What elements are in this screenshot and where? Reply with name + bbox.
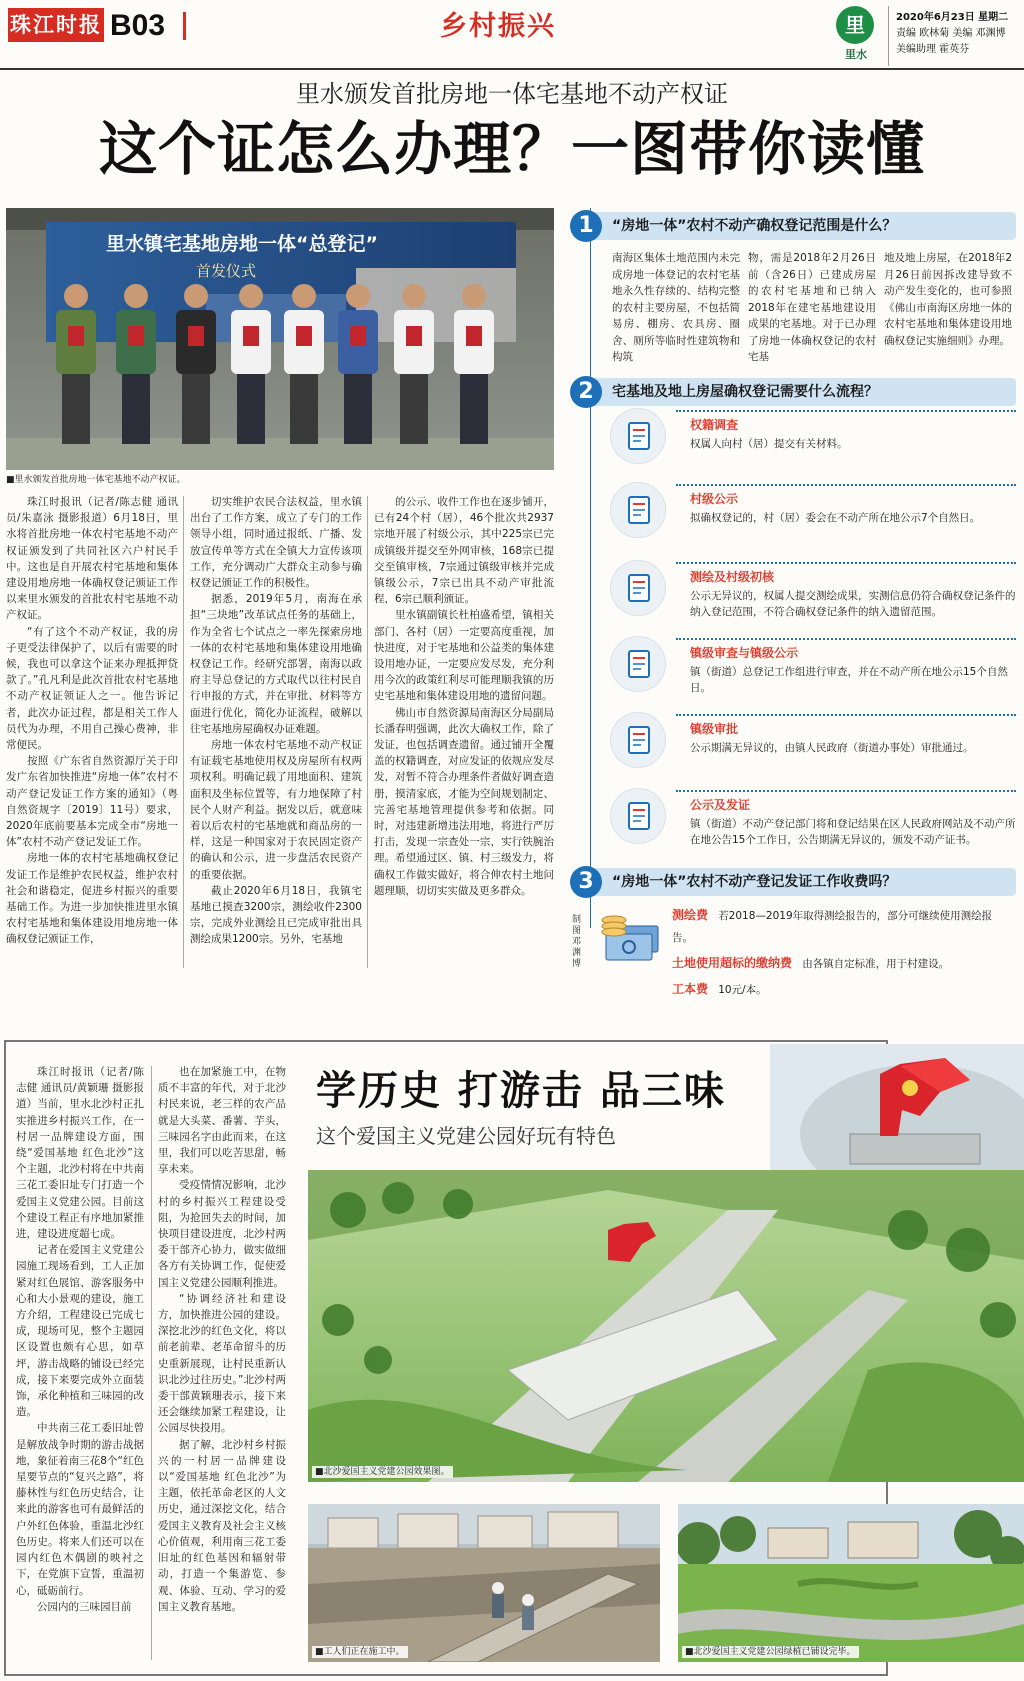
banner-text: 里水镇宅基地房地一体“总登记” xyxy=(106,233,378,255)
fee-desc: 10元/本。 xyxy=(718,984,767,996)
paragraph: 据悉，2019年5月，南海在承担“三块地”改革试点任务的基础上，作为全省七个试点之一率先探索房地一体的农村宅基地和集体建设用地确权登记工作。经研究部署，南海以政府主导总登记的方式取代以往村民自行申报的方式，并在审批、材料等方面进行优化，简化办证流程，破解以往宅基地房屋确权办证难题。 xyxy=(190,593,362,735)
fee-name: 土地使用超标的缴纳费 xyxy=(672,956,793,970)
lishui-logo-icon: 里 xyxy=(836,6,874,44)
fee-item xyxy=(672,978,1012,1000)
survey-cabinet-icon xyxy=(610,408,666,464)
paragraph: 中共南三花工委旧址曾是解放战争时期的游击战据地，象征着南三花8个“红色星要节点的“复兴之路”，将藤林性与红色历史结合，让来此的游客也可有最鲜活的户外红色体验，重温北沙红色历史。将来人们还可以在园内红色木偶剧的映衬之下，在党旗下宣誓，重温初心，砥砺前行。 xyxy=(16,1422,144,1597)
header-rule xyxy=(0,68,1024,70)
party-flag-sculpture-photo xyxy=(770,1044,1024,1172)
article2-column-1 xyxy=(16,1064,144,1662)
construction-photo xyxy=(308,1504,660,1662)
question-2-number: 2 xyxy=(570,376,602,408)
article1-column-1 xyxy=(6,494,178,972)
ceremony-photo-drawing xyxy=(6,208,554,470)
park-rendering-photo xyxy=(308,1170,1024,1482)
step-title: 村级公示 xyxy=(690,492,739,506)
paragraph: 截止2020年6月18日，我镇宅基地已摸查3200宗，测绘收件2300宗，完成外业测绘且已完成审批出具测绘成果1200宗。另外，宅基地 xyxy=(190,884,362,946)
fee-desc: 若2018—2019年取得测绘报告的，部分可继续使用测绘报告。 xyxy=(672,910,993,944)
question-3-title: “房地一体”农村不动产登记发证工作收费吗？ xyxy=(612,874,897,890)
paragraph: “有了这个不动产权证，我的房子更受法律保护了，以后有需要的时候，我也可以拿这个证来办理抵押贷款了。”孔凡利是此次首批农村宅基地不动产权证领证人之一。他告诉记者，此次办证过程，都是相关工作人员代为办理，不用自己操心费神，非常便民。 xyxy=(6,625,178,752)
fee-name: 工本费 xyxy=(672,982,709,996)
step-description: 权属人向村（居）提交有关材料。 xyxy=(690,438,848,450)
header-divider xyxy=(183,12,186,40)
approval-stamp-icon xyxy=(610,712,666,768)
step-title: 公示及发证 xyxy=(690,798,751,812)
fee-name: 测绘费 xyxy=(672,908,709,922)
paragraph: 按照《广东省自然资源厅关于印发广东省加快推进“房地一体”农村不动产登记发证工作方案的通知》（粤自然资规字〔2019〕11号）要求，2020年底前要基本完成全市“房地一体”农村不动产登记发证工作。 xyxy=(6,755,178,849)
paragraph: 珠江时报讯（记者/陈志健 通讯员/朱嘉泳 摄影报道）6月18日，里水将首批房地一体农村宅基地不动产权证颁发到了共同社区六户村民手中。这也是自开展农村宅基地和集体建设用地房地一体确权登记颁证工作以来里水颁发的首批农村宅基地不动产权证。 xyxy=(6,496,178,622)
paragraph: 里水镇副镇长杜柏盛希望，镇相关部门、各村（居）一定要高度重视，加快进度，对于宅基地和公益类的集体建设用地办证，一定要应发尽发，充分利用今次的政策红利尽可能理顺我镇的历史宅基地和集体建设用地的遗留问题。 xyxy=(374,609,554,703)
step-divider xyxy=(676,562,1016,565)
question-2-title: 宅基地及地上房屋确权登记需要什么流程？ xyxy=(612,384,878,400)
q1-column-1: 南海区集体土地范围内未完成房地一体登记的农村宅基地永久性存续的、结构完整的农村主要房屋，不包括简易房、棚房、农具房、圈舍、厕所等临时性建筑物和构筑 xyxy=(612,252,740,363)
article2-column-2 xyxy=(158,1064,286,1662)
graphic-credit: 制图 邓渊博 xyxy=(572,915,582,969)
q1-column-2: 物，需是2018年2月26日前（含26日）已建成房屋的农村宅基地和已纳入2018年在建宅基地建设用成果的宅基地。对于已办理了房地一体确权登记的农村宅基 xyxy=(748,252,876,363)
step-title: 镇级审查与镇级公示 xyxy=(690,646,799,660)
banner-text-2: 首发仪式 xyxy=(196,262,257,280)
question-3-number: 3 xyxy=(570,866,602,898)
paragraph: 珠江时报讯（记者/陈志健 通讯员/黄颖珊 摄影报道）当前，里水北沙村正扎实推进乡村振兴工作，在一村居一品牌建设方面，围绕“爱国基地 红色北沙”这个主题，北沙村将在中共南三花工委旧址专门打造一个爱国主义党建公园。目前这个建设工程正有序地加紧推进，建设进度超七成。 xyxy=(16,1066,144,1241)
column-separator xyxy=(183,496,184,968)
photo-caption: ■北沙爱国主义党建公园效果图。 xyxy=(312,1466,453,1478)
fee-item xyxy=(672,904,1012,948)
step-description: 镇（街道）总登记工作组进行审查，并在不动产所在地公示15个自然日。 xyxy=(690,666,1008,694)
step-divider xyxy=(676,714,1016,717)
paragraph: 受疫情情况影响，北沙村的乡村振兴工程建设受阻，为抢回失去的时间，加快项目建设进度，北沙村两委干部齐心协力，做实做细各方有关协调工作，促使爱国主义党建公园顺利推进。 xyxy=(158,1179,286,1289)
paragraph: 佛山市自然资源局南海区分局副局长潘春明强调，此次大确权工作，除了发证，也包括调查遗留。通过铺开全覆盖的权籍调查，对应发证的依规应发尽发，对暂不符合办理条件者做好调查造册，摸清家底，才能为空间规划制定、完善宅基地管理提供参考和依据。同时，对违建新增违法用地，将进行严厉打击，发现一宗查处一宗，实行铁腕治理。希望通过区、镇、村三级发力，将确权工作做实做好，将合伸农村土地问题理顺，切切实实做及更多群众。 xyxy=(374,706,554,897)
step-description: 公示无异议的，权属人提交测绘成果，实测信息仍符合确权登记条件的纳入登记范围，不符合确权登记条件的纳入遗留范围。 xyxy=(690,590,1016,618)
step-divider xyxy=(676,638,1016,641)
page-number: B03 xyxy=(110,9,166,42)
date-block xyxy=(896,10,1020,58)
step-divider xyxy=(676,790,1016,793)
paragraph: 记者在爱国主义党建公园施工现场看到，工人正加紧对红色展馆、游客服务中心和大小景观的建设，施工方介绍，工程建设已完成七成，现场可见，整个主题园区设置也颇有心思，如草坪，游击战略的铺设已经完成，接下来要完成外立面装饰，承化种植和三味园的改造。 xyxy=(16,1244,144,1419)
photo-caption: ■工人们正在施工中。 xyxy=(312,1646,408,1658)
step-divider xyxy=(676,410,1016,413)
photo-caption: ■北沙爱国主义党建公园绿植已铺设完毕。 xyxy=(682,1646,859,1658)
question-1-title: “房地一体”农村不动产确权登记范围是什么？ xyxy=(612,218,897,234)
clipboard-review-icon xyxy=(610,636,666,692)
column-separator xyxy=(151,1066,152,1660)
step-description: 拟确权登记的，村（居）委会在不动产所在地公示7个自然日。 xyxy=(690,512,981,524)
panel-vertical-rule xyxy=(590,208,591,928)
step-description: 镇（街道）不动产登记部门将和登记结果在区人民政府网站及不动产所在地公告15个工作日，公告期满无异议的，颁发不动产证书。 xyxy=(690,818,1016,846)
certificate-document-icon xyxy=(610,788,666,844)
paragraph: 房地一体的农村宅基地确权登记发证工作是维护农民权益，维护农村社会和谐稳定，促进乡村振兴的重要基础工作。为进一步加快推进里水镇农村宅基地和集体建设用地房地一体确权登记颁证工作， xyxy=(6,852,178,946)
paragraph: “协调经济社和建设方，加快推进公园的建设。深挖北沙的红色文化，将以前老前辈、老革命留斗的历史重新展现，让村民重新认识北沙过往历史。”北沙村两委干部黄颖珊表示，接下来还会继续加紧工程建设，让公园尽快投用。 xyxy=(158,1292,286,1435)
paragraph: 的公示、收件工作也在逐步铺开，已有24个村（居），46个批次共2937宗地开展了村级公示，其中225宗已完成镇级并提交至外网审核，168宗已提交至镇审核，7宗通过镇级审核并完成镇级公示，7宗已出具不动产审批流程，6宗已顺利颁证。 xyxy=(374,496,554,606)
logo-caption: 里水 xyxy=(845,48,867,61)
park-lawn-photo xyxy=(678,1504,1024,1662)
photo-caption: ■里水颁发首批房地一体宅基地不动产权证。 xyxy=(6,475,186,485)
notice-board-icon xyxy=(610,482,666,538)
assistant-editor-line: 美编助理 霍英芬 xyxy=(896,44,970,55)
fee-desc: 由各镇自定标准，用于村建设。 xyxy=(802,958,950,970)
editor-line: 责编 欧林菊 美编 邓渊博 xyxy=(896,28,1006,39)
column-separator xyxy=(367,496,368,968)
step-divider xyxy=(676,484,1016,487)
step-title: 测绘及村级初核 xyxy=(690,570,775,584)
step-title: 权籍调查 xyxy=(690,418,739,432)
q1-column-3: 地及地上房屋，在2018年2月26日前因拆改建导致不动产发生变化的，也可参照《佛山市南海区房地一体的农村宅基地和集体建设用地确权登记实施细则》办理。 xyxy=(884,252,1012,347)
step-description: 公示期满无异议的，由镇人民政府（街道办事处）审批通过。 xyxy=(690,742,974,754)
paragraph: 据了解，北沙村乡村振兴的一村居一品牌建设以“爱国基地 红色北沙”为主题，依托革命老区的人文历史，通过深挖文化，结合爱国主义教育及社会主义核心价值观，利用南三花工委旧址的红色基因和辐射带动，打造一个集游览、参观、体验、互动、学习的爱国主义教育基地。 xyxy=(158,1438,286,1613)
question-1-number: 1 xyxy=(570,210,602,242)
ceremony-photo xyxy=(6,208,554,470)
article2-subtitle: 这个爱国主义党建公园好玩有特色 xyxy=(316,1124,616,1148)
paragraph: 切实维护农民合法权益，里水镇出台了工作方案，成立了专门的工作领导小组，同时通过报纸、广播、发放宣传单等方式在全镇大力宣传该项工作，充分调动广大群众主动参与确权登记颁证工作的积极性。 xyxy=(190,496,362,590)
article2-title: 学历史 打游击 品三味 xyxy=(316,1067,726,1114)
paragraph: 房地一体农村宅基地不动产权证有证载宅基地使用权及房屋所有权两项权利。明确记载了用地面积、建筑面积及坐标位置等，有力地保障了村民个人财产利益。据发以后，就意味着以后农村的宅基地就和商品房的一样，这是一种国家对于农民固定资产的确认和公示，进一步盘活农民资产的重要依据。 xyxy=(190,739,362,881)
surveying-form-icon xyxy=(610,560,666,616)
article1-column-3 xyxy=(374,494,554,972)
header-vertical-rule xyxy=(888,6,889,66)
article1-column-2 xyxy=(190,494,362,972)
paragraph: 公园内的三味园目前 xyxy=(37,1600,132,1613)
money-coins-icon xyxy=(598,906,664,970)
article-subtitle: 里水颁发首批房地一体宅基地不动产权证 xyxy=(296,80,728,108)
masthead-logo: 珠江时报 xyxy=(8,8,104,42)
paragraph: 也在加紧施工中，在物质不丰富的年代，对于北沙村民来说，老三样的农产品就是大头菜、番薯、芋头，三味园名字由此而来，在这里，我们可以吃苦思甜，畅享未来。 xyxy=(158,1066,286,1176)
date-line: 2020年6月23日 星期二 xyxy=(896,12,1009,23)
fee-list xyxy=(672,904,1012,1000)
fee-item xyxy=(672,952,1012,974)
article-headline: 这个证怎么办理？一图带你读懂 xyxy=(98,115,925,183)
step-title: 镇级审批 xyxy=(690,722,739,736)
section-title: 乡村振兴 xyxy=(440,11,556,42)
